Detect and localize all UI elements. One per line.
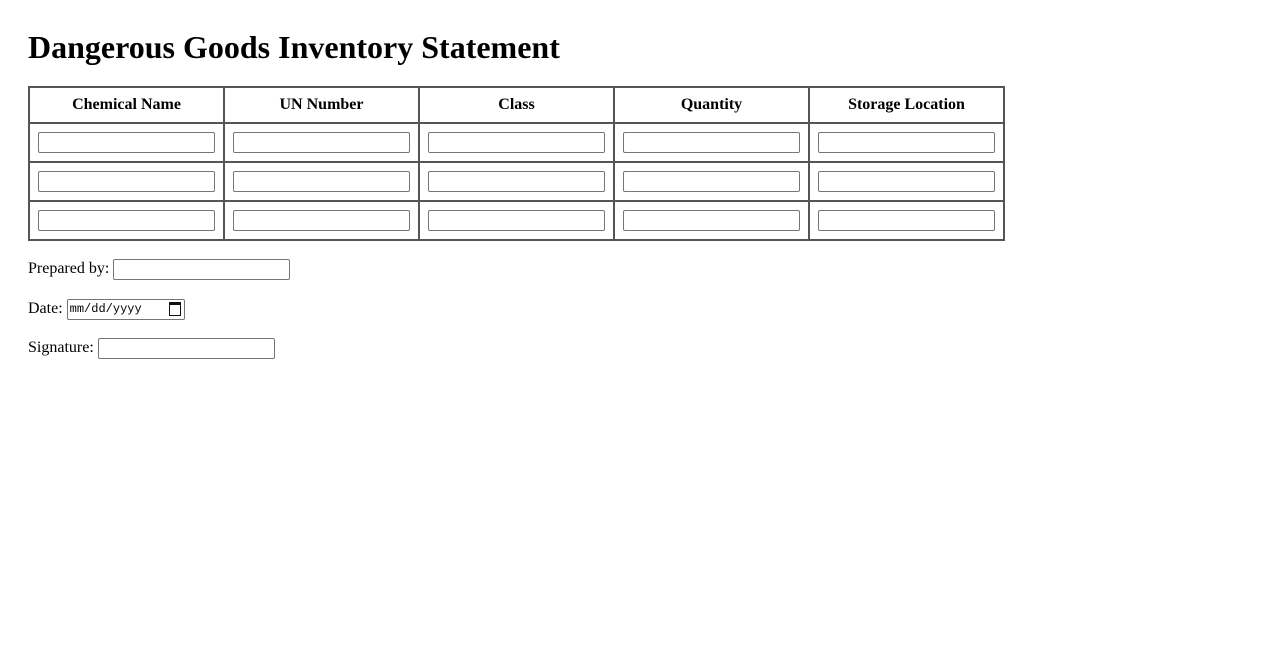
prepared-by-row: [28, 257, 1250, 281]
table-cell: [614, 123, 809, 162]
class-input[interactable]: [428, 210, 605, 231]
class-input[interactable]: [428, 171, 605, 192]
table-cell: [29, 201, 224, 240]
signature-input[interactable]: [98, 338, 275, 359]
header-quantity: Quantity: [614, 87, 809, 123]
header-class: Class: [419, 87, 614, 123]
calendar-icon[interactable]: [169, 302, 181, 316]
date-placeholder: mm/dd/yyyy: [69, 302, 142, 316]
table-row: [29, 201, 1004, 240]
page-title: Dangerous Goods Inventory Statement: [28, 29, 560, 65]
table-cell: [809, 201, 1004, 240]
class-input[interactable]: [428, 132, 605, 153]
table-cell: [29, 162, 224, 201]
header-storage-location: Storage Location: [809, 87, 1004, 123]
table-cell: [419, 201, 614, 240]
date-input[interactable]: [67, 299, 185, 320]
signature-label: Signature:: [28, 339, 94, 356]
table-cell: [224, 123, 419, 162]
prepared-by-input[interactable]: [113, 259, 290, 280]
table-cell: [809, 162, 1004, 201]
storage-location-input[interactable]: [818, 171, 995, 192]
prepared-by-label: Prepared by:: [28, 260, 110, 277]
table-cell: [614, 201, 809, 240]
table-cell: [224, 162, 419, 201]
header-chemical-name: Chemical Name: [29, 87, 224, 123]
signature-row: [28, 336, 1250, 360]
table-row: [29, 162, 1004, 201]
table-cell: [614, 162, 809, 201]
table-cell: [224, 201, 419, 240]
un-number-input[interactable]: [233, 132, 410, 153]
quantity-input[interactable]: [623, 210, 800, 231]
chemical-name-input[interactable]: [38, 171, 215, 192]
un-number-input[interactable]: [233, 210, 410, 231]
table-cell: [419, 123, 614, 162]
chemical-name-input[interactable]: [38, 210, 215, 231]
table-cell: [29, 123, 224, 162]
chemical-name-input[interactable]: [38, 132, 215, 153]
storage-location-input[interactable]: [818, 210, 995, 231]
date-label: Date:: [28, 300, 63, 317]
un-number-input[interactable]: [233, 171, 410, 192]
inventory-table: [28, 86, 1005, 241]
storage-location-input[interactable]: [818, 132, 995, 153]
table-cell: [809, 123, 1004, 162]
table-header-row: [29, 87, 1004, 123]
table-row: [29, 123, 1004, 162]
table-cell: [419, 162, 614, 201]
quantity-input[interactable]: [623, 171, 800, 192]
quantity-input[interactable]: [623, 132, 800, 153]
date-row: [28, 297, 1250, 321]
header-un-number: UN Number: [224, 87, 419, 123]
